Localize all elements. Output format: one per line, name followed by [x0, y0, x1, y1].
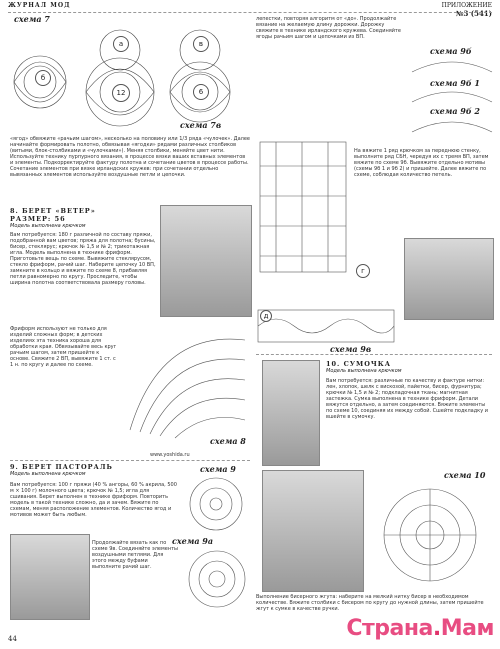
model-photo: [404, 238, 494, 320]
section-8-text: Вам потребуется: 180 г различной по составу пряжи, подобранной вам цветов; пряжа для полотна; бусины, бисер, стеклярус; крючок № 1,5 и № 2; трикотажная игла. Модель выполнена в технике фриформ. Приготовьте вещь по схеме. Вывяжите стеклярусом, стекло фриформ, рачий шаг. Наберите цепочку 10 ВП, замкните в кольцо и вяжите по схеме 8, прибавляя петли равномерно по кругу. Проследите, чтобы ширина полотна соответствовала размеру головы.: [10, 232, 156, 286]
magazine-title: ЖУРНАЛ МОД: [8, 2, 71, 9]
section-9-rule: [10, 460, 250, 461]
section-10-header: [326, 360, 492, 374]
section-8-size: РАЗМЕР: 56: [10, 215, 66, 223]
brand-word-1: Страна: [346, 616, 433, 641]
appendix-label: ПРИЛОЖЕНИЕ: [441, 2, 492, 9]
scheme-9v-diagram: [256, 136, 351, 276]
section-8-title: 8. БЕРЕТ «ВЕТЕР»: [10, 207, 96, 215]
section-10-subtitle: Модель выполнена крючком: [326, 368, 402, 374]
issue-number: №3 (541): [455, 9, 492, 18]
scheme-9b-diagram: [410, 54, 494, 144]
section-10-text: Вам потребуется: различные по качеству и фактуре нитки: лен, хлопок, шелк с вискозой, пайетки, бисер, фурнитура; крючки № 1,5 и № 2; подкладочная ткань; магнитная застежка. Сумка выполнена в технике фриформ. Детали вяжутся отдельно, а затем соединяются. Вяжите элементы по схеме 10, соединяя их между собой. Сшейте подкладку и вшейте в сумочку.: [326, 378, 488, 420]
scheme-9b-label: схема 9б: [430, 46, 472, 56]
column-3-mid-text: На вяжите 1 ряд крючком за переднюю стенку, выполните ряд СБН, чередуя их с тремя ВП, затем вяжите по схеме 9б. Вывяжите отдельно мотивы (схемы 9б 1 и 9б 2) и пришейте. Далее вяжите по схеме, соблюдая количество петель.: [354, 148, 489, 178]
section-9-subtitle: Модель выполнена крючком: [10, 471, 86, 477]
column-3-top-text: лепестки, повторяя алгоритм от «до». Продолжайте вязание на желаемую длину дорожки. Дорожку свяжите в технике ирландского кружева. Соединяйте ягоды рачьим шагом и цепочками из ВП.: [256, 16, 402, 40]
scheme-9a-diagram: [184, 548, 250, 610]
scheme-7-label: схема 7: [14, 14, 50, 24]
issue-info: [442, 2, 492, 18]
scheme-9-label: схема 9: [200, 464, 236, 474]
section-8-continued: Фриформ используют не только для изделий сложных форм; в детских изделиях эта техника хороша для обработки края. Обвязывайте весь круг рачьим шагом, затем пришейте к основе. Свяжите 2 ВП, вывяжите 1 ст. с 1 н. по кругу и далее по схеме.: [10, 326, 117, 368]
section-9-steps: Продолжайте вязать как по схеме 9в. Соединяйте элементы воздушными петлями. Для этого между буфами выполните рачий шаг.: [92, 540, 178, 570]
motif-label-a: а: [113, 36, 129, 52]
beaded-cord-text: Выполнение бисерного жгута: наберите на мелкий нитку бисер в необходимом количестве. Вяжите столбики с бисером по кругу до нужной длины, затем пришейте жгут к сумке в качестве ручки.: [256, 594, 484, 612]
bag-photo: [262, 470, 364, 592]
beret-pastoral-photo: [10, 534, 90, 620]
motif-label-6: 6: [193, 84, 209, 100]
motif-label-12: 12: [112, 84, 130, 102]
section-10-rule: [256, 354, 492, 355]
scheme-8-diagram: [120, 320, 250, 440]
scheme-7-area: [10, 14, 250, 134]
motif-label-v: в: [193, 36, 209, 52]
motif-label-g: г: [356, 264, 370, 278]
brand-word-2: Мам: [440, 616, 494, 641]
section-8-subtitle: Модель выполнена крючком: [10, 223, 86, 229]
scheme-9a-label: схема 9а: [172, 536, 214, 546]
scheme-10-diagram: [370, 480, 492, 590]
woman-photo: [262, 360, 320, 466]
scheme-9-diagram: [182, 474, 250, 534]
scheme-d-diagram: [256, 306, 396, 346]
scheme-8-label: схема 8: [210, 436, 246, 446]
scheme-9b1-label: схема 9б 1: [430, 78, 480, 88]
header-rule: [8, 12, 492, 13]
beret-wind-photo: [160, 205, 252, 317]
brand-watermark: Страна.Мам: [346, 616, 494, 641]
scheme-9b2-label: схема 9б 2: [430, 106, 480, 116]
motif-label-d: д: [260, 310, 272, 322]
site-link[interactable]: www.yoshida.ru: [150, 452, 190, 458]
section-9-text: Вам потребуется: 100 г пряжи (40 % ангоры, 60 % акрила, 500 м × 100 г) молочного цвета; крючок № 1,5; игла для сшивания. Берет выполнен в технике фриформ. Повторить модель в такой технике сложно, да и зачем. Вяжите по схемам, меняя расположение элементов. Количество ягод и мотивов может быть любым.: [10, 482, 177, 518]
scheme-10-label: схема 10: [444, 470, 486, 480]
scheme-9v-label: схема 9в: [330, 344, 372, 354]
motif-label-b: б: [35, 70, 51, 86]
section-10-title: 10. СУМОЧКА: [326, 360, 392, 368]
page-number: 44: [8, 635, 17, 643]
scheme-7v-label: схема 7в: [180, 120, 222, 130]
section-9-title: 9. БЕРЕТ ПАСТОРАЛЬ: [10, 463, 113, 471]
intro-text: «ягод» обвяжите «рачьим шагом», несколько на половину или 1/3 ряда «чулочек». Далее начинайте формировать полотно, обвязывая «ягодки» рядами различных столбиков (витыми, блок-столбиками и «чулочками»). Меняя столбики, меняйте цвет нити. Используйте технику пурпурного вязания, в процессе вязки ваших вставных элементов и элементы. Подкорректируйте фактуру полотна и сочетание цветов в процессе работы. Сочетание элементов при вязке ирландских кружев: при сочетании отдельно вывязанных элементов используйте воздушные петли и цепочки.: [10, 136, 250, 178]
